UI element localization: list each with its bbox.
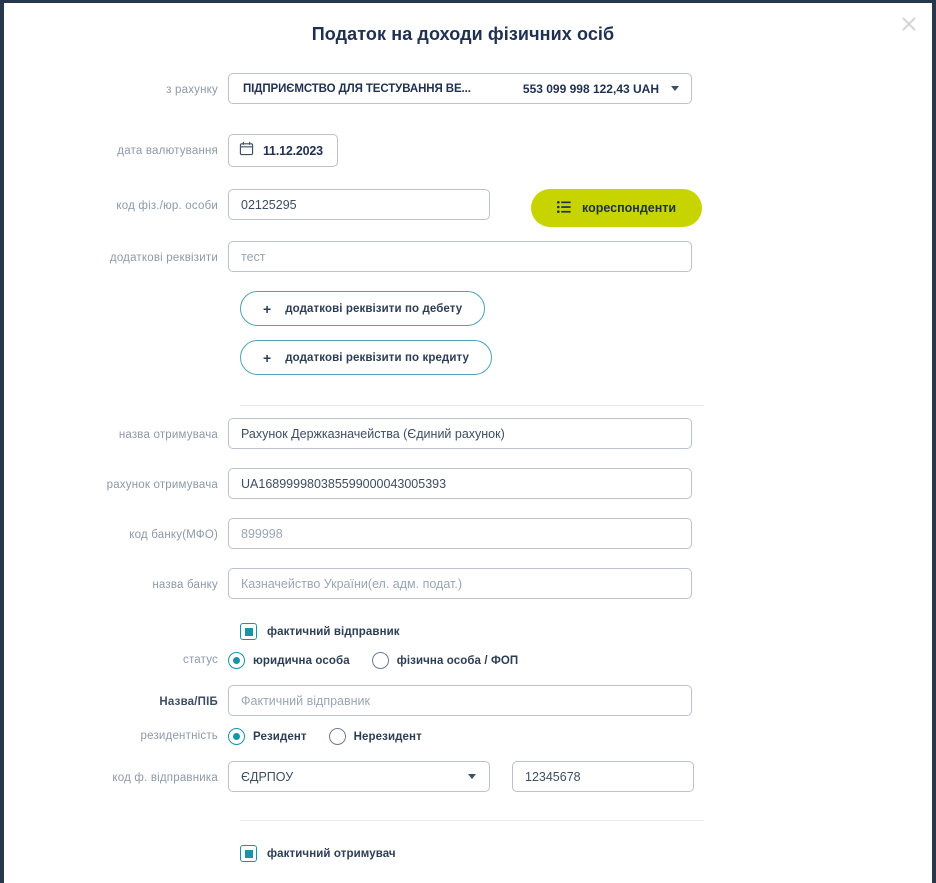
recipient-name-row [4,418,932,449]
sender-title-value: Фактичний відправник [241,693,371,708]
value-date-value: 11.12.2023 [263,143,323,158]
calendar-icon [239,141,254,161]
checkbox-icon[interactable] [240,623,257,640]
recipient-account-label: рахунок отримувача [106,479,218,491]
sender-residency-label: резидентність [140,730,218,742]
checkbox-icon[interactable] [240,845,257,862]
from-account-label: з рахунку [166,84,218,96]
correspondents-button[interactable] [531,189,702,227]
list-icon [557,201,571,216]
sender-status-label: статус [183,654,218,666]
bank-name-row [4,568,932,599]
plus-icon: + [263,349,272,366]
sender-title-label: Назва/ПІБ [159,696,218,708]
from-account-name: ПІДПРИЄМСТВО ДЛЯ ТЕСТУВАННЯ ВЕ... [243,82,471,95]
recipient-account-row [4,468,932,499]
page-title: Податок на доходи фізичних осіб [311,24,615,44]
extra-details-input[interactable] [228,241,692,272]
extra-details-row [4,241,932,272]
bank-code-input[interactable] [228,518,692,549]
sender-title-input[interactable] [228,685,692,716]
person-code-input[interactable] [228,189,490,220]
checkbox-mark [245,628,253,636]
actual-recipient-checkbox-row[interactable] [240,845,932,862]
correspondents-button-label: кореспонденти [582,201,677,215]
bank-code-label: код банку(МФО) [129,529,218,541]
actual-sender-checkbox-row[interactable] [240,623,932,640]
sender-residency-row [4,728,932,745]
from-account-select[interactable] [228,73,692,104]
payment-form [4,45,932,862]
add-credit-details-button[interactable] [240,340,492,375]
recipient-account-value: UA168999980385599000043005393 [241,476,447,491]
person-code-row [4,189,932,227]
section-divider-recipient [240,405,704,406]
from-account-balance: 553 099 998 122,43 UAH [522,81,659,96]
bank-code-row [4,518,932,549]
sender-status-row [4,652,932,669]
bank-name-value: Казначейство України(ел. адм. подат.) [241,576,462,591]
bank-name-label: назва банку [152,579,218,591]
bank-code-value: 899998 [241,526,283,541]
from-account-row [4,73,932,104]
radio-unselected-icon[interactable] [372,652,389,669]
sender-code-row [4,761,932,792]
radio-selected-icon[interactable] [228,728,245,745]
extra-details-value: тест [241,249,266,264]
add-credit-row [240,340,932,375]
plus-icon: + [263,300,272,317]
actual-sender-checkbox-label: фактичний відправник [267,625,400,638]
sender-code-value: 12345678 [525,769,581,784]
sender-code-type-value: ЄДРПОУ [241,769,294,784]
recipient-name-value: Рахунок Держказначейства (Єдиний рахунок) [241,426,505,441]
checkbox-mark [245,850,253,858]
bank-name-input[interactable] [228,568,692,599]
extra-details-label: додаткові реквізити [109,252,218,264]
sender-title-row [4,685,932,716]
close-icon[interactable] [894,9,924,39]
sender-status-option-legal-label: юридична особа [253,654,350,667]
recipient-account-input[interactable] [228,468,692,499]
sender-code-input[interactable] [512,761,694,792]
actual-recipient-checkbox-label: фактичний отримувач [267,847,396,860]
sender-residency-option-nonresident-label: Нерезидент [353,730,422,743]
recipient-name-input[interactable] [228,418,692,449]
sender-status-option-individual[interactable] [372,652,519,669]
person-code-label: код фіз./юр. особи [116,200,218,212]
value-date-field[interactable] [228,134,338,167]
add-credit-details-label: додаткові реквізити по кредиту [285,351,470,364]
value-date-label: дата валютування [117,145,218,157]
person-code-value: 02125295 [241,197,297,212]
value-date-row [4,134,932,167]
sender-residency-option-resident-label: Резидент [253,730,307,743]
section-divider-recipient-actual [240,820,704,821]
radio-selected-icon[interactable] [228,652,245,669]
chevron-down-icon [468,774,476,779]
sender-status-option-individual-label: фізична особа / ФОП [396,654,519,667]
sender-code-type-select[interactable] [228,761,490,792]
radio-unselected-icon[interactable] [329,728,346,745]
recipient-name-label: назва отримувача [118,429,218,441]
add-debit-details-button[interactable] [240,291,485,326]
sender-code-label: код ф. відправника [112,772,218,784]
add-debit-row [240,291,932,326]
sender-residency-option-resident[interactable] [228,728,307,745]
chevron-down-icon [671,86,679,91]
sender-status-option-legal[interactable] [228,652,350,669]
add-debit-details-label: додаткові реквізити по дебету [285,302,463,315]
sender-residency-option-nonresident[interactable] [329,728,422,745]
